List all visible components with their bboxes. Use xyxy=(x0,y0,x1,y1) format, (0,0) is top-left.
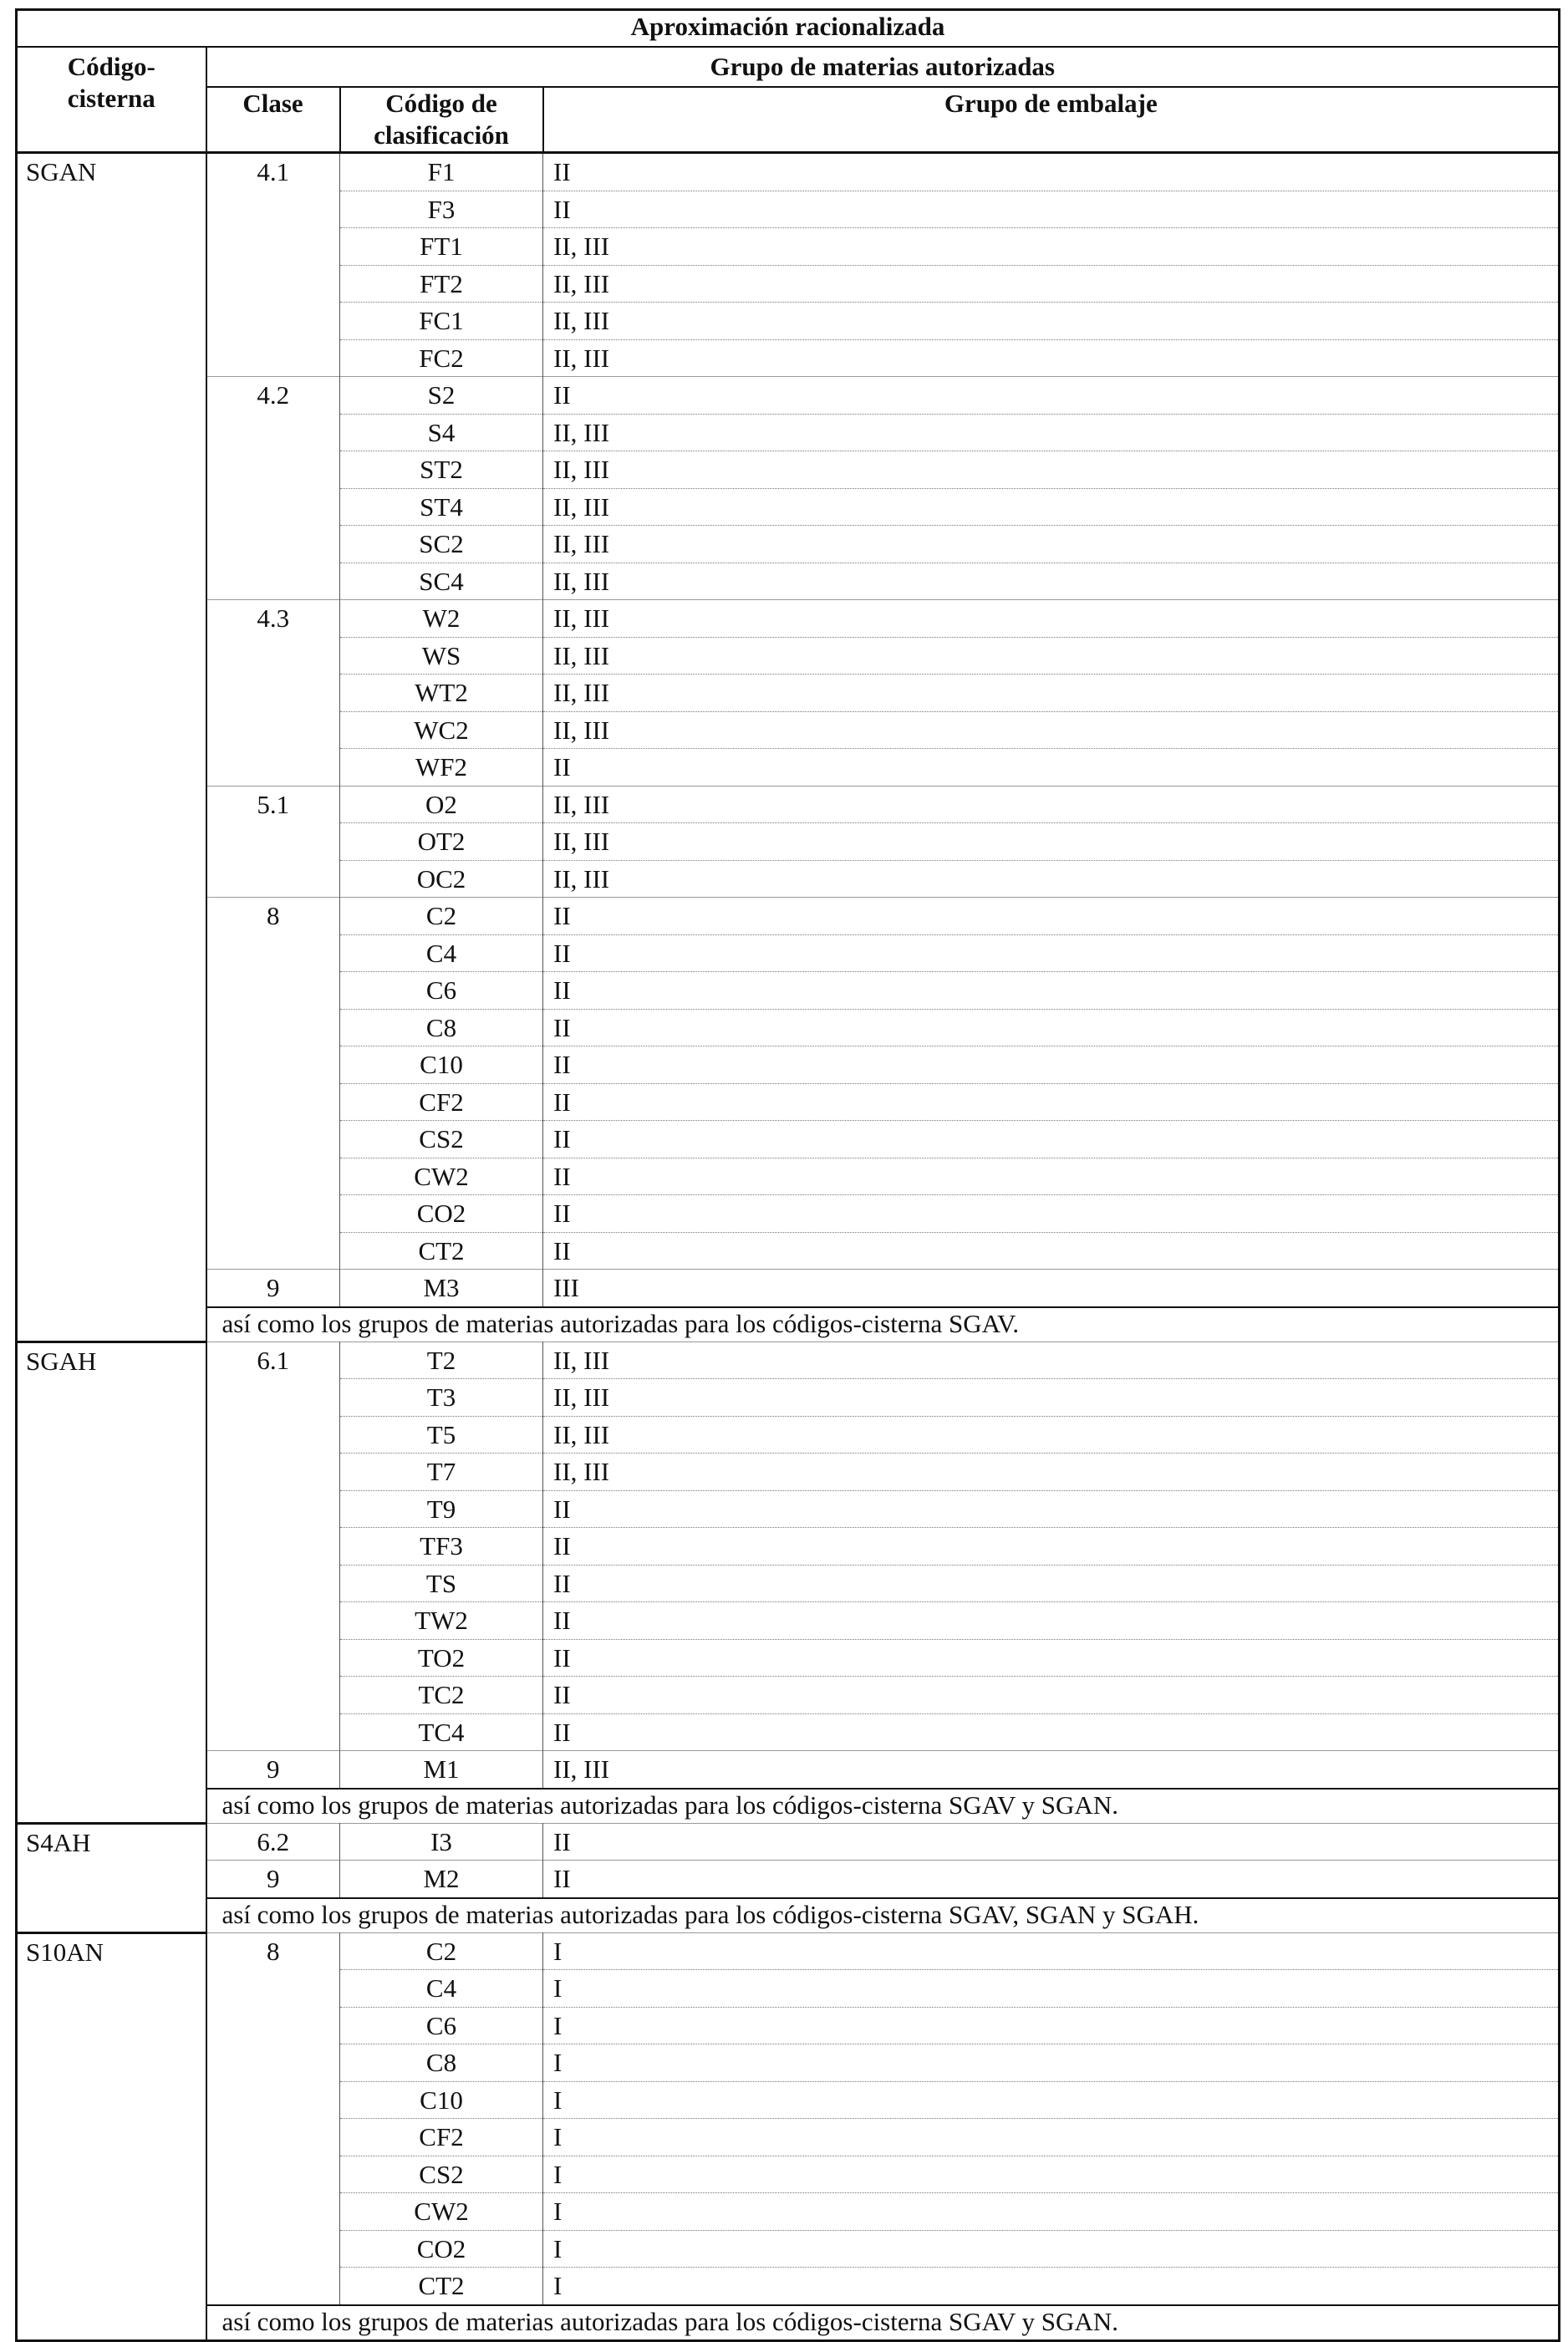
classification-code-cell: F1 xyxy=(340,153,543,191)
packing-group-cell: I xyxy=(543,2119,1560,2156)
document xyxy=(15,8,1558,2342)
classification-code-cell: C6 xyxy=(340,2007,543,2044)
packing-group-cell: I xyxy=(543,2044,1560,2082)
packing-group-cell: II, III xyxy=(543,563,1560,600)
classification-code-cell: CS2 xyxy=(340,2156,543,2193)
packing-group-cell: II xyxy=(543,1195,1560,1233)
packing-group-cell: II, III xyxy=(543,303,1560,340)
packing-group-header: Grupo de embalaje xyxy=(944,89,1158,118)
group-header: Grupo de materias autorizadas xyxy=(206,47,1560,87)
packing-group-cell: II xyxy=(543,1823,1560,1861)
classification-code-cell: FT1 xyxy=(340,228,543,266)
packing-group-cell: II, III xyxy=(543,451,1560,489)
classification-code-cell: CF2 xyxy=(340,1083,543,1121)
classification-code-cell: SC2 xyxy=(340,526,543,563)
section-note: así como los grupos de materias autorizadas para los códigos-cisterna SGAV y SGAN. xyxy=(206,2305,1560,2341)
classification-code-cell: C6 xyxy=(340,972,543,1010)
packing-group-cell: II, III xyxy=(543,1416,1560,1454)
packing-group-cell: II xyxy=(543,153,1560,191)
class-cell: 9 xyxy=(206,1270,340,1307)
classification-code-cell: T3 xyxy=(340,1379,543,1417)
packing-group-cell: II xyxy=(543,1232,1560,1270)
classification-code-cell: WC2 xyxy=(340,711,543,749)
section-note: así como los grupos de materias autorizadas para los códigos-cisterna SGAV, SGAN y SGAH. xyxy=(206,1898,1560,1933)
classification-code-cell: C8 xyxy=(340,2044,543,2082)
note-row xyxy=(17,1307,1560,1342)
table-row xyxy=(17,898,1560,935)
classification-code-cell: C10 xyxy=(340,2081,543,2119)
table-row xyxy=(17,377,1560,415)
classification-code-cell: C10 xyxy=(340,1046,543,1084)
classification-code-cell: ST2 xyxy=(340,451,543,489)
table-title: Aproximación racionalizada xyxy=(17,10,1560,48)
packing-group-cell: III xyxy=(543,1270,1560,1307)
packing-group-cell: II xyxy=(543,1565,1560,1602)
classification-code-cell: C2 xyxy=(340,898,543,935)
packing-group-cell: II xyxy=(543,934,1560,972)
packing-group-cell: II, III xyxy=(543,600,1560,638)
classification-code-cell: T7 xyxy=(340,1454,543,1491)
packing-group-cell: II xyxy=(543,898,1560,935)
packing-group-cell: I xyxy=(543,2268,1560,2305)
classification-code-cell: M3 xyxy=(340,1270,543,1307)
packing-group-cell: I xyxy=(543,2081,1560,2119)
classification-code-cell: WF2 xyxy=(340,749,543,787)
packing-group-cell: I xyxy=(543,2230,1560,2268)
packing-group-cell: II, III xyxy=(543,1342,1560,1379)
packing-group-cell: II xyxy=(543,1009,1560,1046)
classification-code-cell: TC2 xyxy=(340,1677,543,1714)
packing-group-cell: II xyxy=(543,1528,1560,1566)
classification-code-cell: O2 xyxy=(340,786,543,823)
table-row xyxy=(17,1932,1560,1970)
classification-code-cell: M1 xyxy=(340,1751,543,1789)
packing-group-cell: I xyxy=(543,2156,1560,2193)
classification-code-header-line1: Código de xyxy=(385,89,497,118)
classification-code-cell: OT2 xyxy=(340,823,543,861)
classification-code-header-line2: clasificación xyxy=(374,120,509,150)
classification-code-cell: CT2 xyxy=(340,2268,543,2305)
packing-group-cell: II xyxy=(543,1639,1560,1677)
class-cell: 6.2 xyxy=(206,1823,340,1861)
packing-group-cell: I xyxy=(543,2193,1560,2231)
tank-code-header xyxy=(17,47,206,153)
table-body xyxy=(17,153,1560,2341)
classification-code-cell: T2 xyxy=(340,1342,543,1379)
note-row xyxy=(17,1898,1560,1933)
packing-group-cell: I xyxy=(543,1970,1560,2008)
classification-code-cell: C2 xyxy=(340,1932,543,1970)
classification-code-cell: F3 xyxy=(340,191,543,228)
classification-code-cell: S2 xyxy=(340,377,543,415)
classification-code-cell: CO2 xyxy=(340,2230,543,2268)
packing-group-cell: I xyxy=(543,2007,1560,2044)
class-cell: 4.2 xyxy=(206,377,340,600)
packing-group-cell: II, III xyxy=(543,860,1560,898)
classification-code-cell: TS xyxy=(340,1565,543,1602)
packing-group-cell: II xyxy=(543,1713,1560,1751)
table-row xyxy=(17,1751,1560,1789)
packing-group-cell: II xyxy=(543,1083,1560,1121)
packing-group-cell: II, III xyxy=(543,637,1560,675)
section-note: así como los grupos de materias autorizadas para los códigos-cisterna SGAV. xyxy=(206,1307,1560,1342)
tank-code-cell: S10AN xyxy=(17,1932,206,2340)
packing-group-cell: II xyxy=(543,1121,1560,1158)
packing-group-cell: II, III xyxy=(543,1379,1560,1417)
packing-group-cell: II, III xyxy=(543,526,1560,563)
packing-group-cell: II xyxy=(543,1490,1560,1528)
packing-group-cell: II xyxy=(543,191,1560,228)
packing-group-cell: II xyxy=(543,1046,1560,1084)
classification-code-cell: T5 xyxy=(340,1416,543,1454)
classification-code-cell: FC1 xyxy=(340,303,543,340)
class-cell: 4.3 xyxy=(206,600,340,787)
packing-group-cell: II, III xyxy=(543,823,1560,861)
table-row xyxy=(17,1823,1560,1861)
tank-code-cell: S4AH xyxy=(17,1823,206,1932)
tank-code-cell: SGAN xyxy=(17,153,206,1342)
packing-group-cell: II xyxy=(543,1158,1560,1195)
classification-code-cell: W2 xyxy=(340,600,543,638)
classification-code-cell: ST4 xyxy=(340,488,543,526)
classification-code-cell: TF3 xyxy=(340,1528,543,1566)
class-cell: 8 xyxy=(206,898,340,1270)
packing-group-cell: II xyxy=(543,1677,1560,1714)
packing-group-cell: II, III xyxy=(543,711,1560,749)
packing-group-cell: II, III xyxy=(543,265,1560,303)
classification-code-cell: T9 xyxy=(340,1490,543,1528)
packing-group-cell: II xyxy=(543,1602,1560,1640)
classification-code-cell: CW2 xyxy=(340,1158,543,1195)
classification-code-cell: S4 xyxy=(340,414,543,451)
classification-code-cell: CS2 xyxy=(340,1121,543,1158)
packing-group-cell: II, III xyxy=(543,675,1560,712)
tank-code-header-line2: cisterna xyxy=(67,84,155,113)
classification-code-cell: C8 xyxy=(340,1009,543,1046)
class-cell: 6.1 xyxy=(206,1342,340,1751)
packing-group-cell: II, III xyxy=(543,786,1560,823)
table-row xyxy=(17,153,1560,191)
classification-code-cell: CF2 xyxy=(340,2119,543,2156)
classification-code-cell: C4 xyxy=(340,934,543,972)
packing-group-cell: II, III xyxy=(543,339,1560,377)
classification-code-header xyxy=(340,87,543,153)
class-cell: 5.1 xyxy=(206,786,340,898)
classification-code-cell: TC4 xyxy=(340,1713,543,1751)
class-header: Clase xyxy=(206,87,340,153)
classification-code-cell: TW2 xyxy=(340,1602,543,1640)
packing-group-cell: II, III xyxy=(543,1454,1560,1491)
classification-code-cell: I3 xyxy=(340,1823,543,1861)
class-cell: 4.1 xyxy=(206,153,340,377)
packing-group-cell: II xyxy=(543,377,1560,415)
packing-group-cell: II, III xyxy=(543,228,1560,266)
packing-group-cell: I xyxy=(543,1932,1560,1970)
packing-group-cell: II xyxy=(543,749,1560,787)
note-row xyxy=(17,1789,1560,1824)
class-cell: 8 xyxy=(206,1932,340,2305)
table-row xyxy=(17,1270,1560,1307)
table-row xyxy=(17,600,1560,638)
classification-code-cell: CT2 xyxy=(340,1232,543,1270)
substance-table xyxy=(15,8,1560,2342)
packing-group-cell: II, III xyxy=(543,414,1560,451)
packing-group-cell: II, III xyxy=(543,488,1560,526)
class-cell: 9 xyxy=(206,1861,340,1898)
classification-code-cell: OC2 xyxy=(340,860,543,898)
classification-code-cell: FT2 xyxy=(340,265,543,303)
classification-code-cell: CW2 xyxy=(340,2193,543,2231)
tank-code-header-line1: Código- xyxy=(67,52,155,81)
table-row xyxy=(17,786,1560,823)
classification-code-cell: WT2 xyxy=(340,675,543,712)
packing-group-cell: II, III xyxy=(543,1751,1560,1789)
classification-code-cell: SC4 xyxy=(340,563,543,600)
table-row xyxy=(17,1342,1560,1379)
section-note: así como los grupos de materias autorizadas para los códigos-cisterna SGAV y SGAN. xyxy=(206,1789,1560,1824)
classification-code-cell: M2 xyxy=(340,1861,543,1898)
classification-code-cell: WS xyxy=(340,637,543,675)
classification-code-cell: CO2 xyxy=(340,1195,543,1233)
classification-code-cell: FC2 xyxy=(340,339,543,377)
tank-code-cell: SGAH xyxy=(17,1342,206,1823)
classification-code-cell: TO2 xyxy=(340,1639,543,1677)
table-row xyxy=(17,1861,1560,1898)
packing-group-cell: II xyxy=(543,972,1560,1010)
classification-code-cell: C4 xyxy=(340,1970,543,2008)
class-cell: 9 xyxy=(206,1751,340,1789)
packing-group-cell: II xyxy=(543,1861,1560,1898)
note-row xyxy=(17,2305,1560,2341)
